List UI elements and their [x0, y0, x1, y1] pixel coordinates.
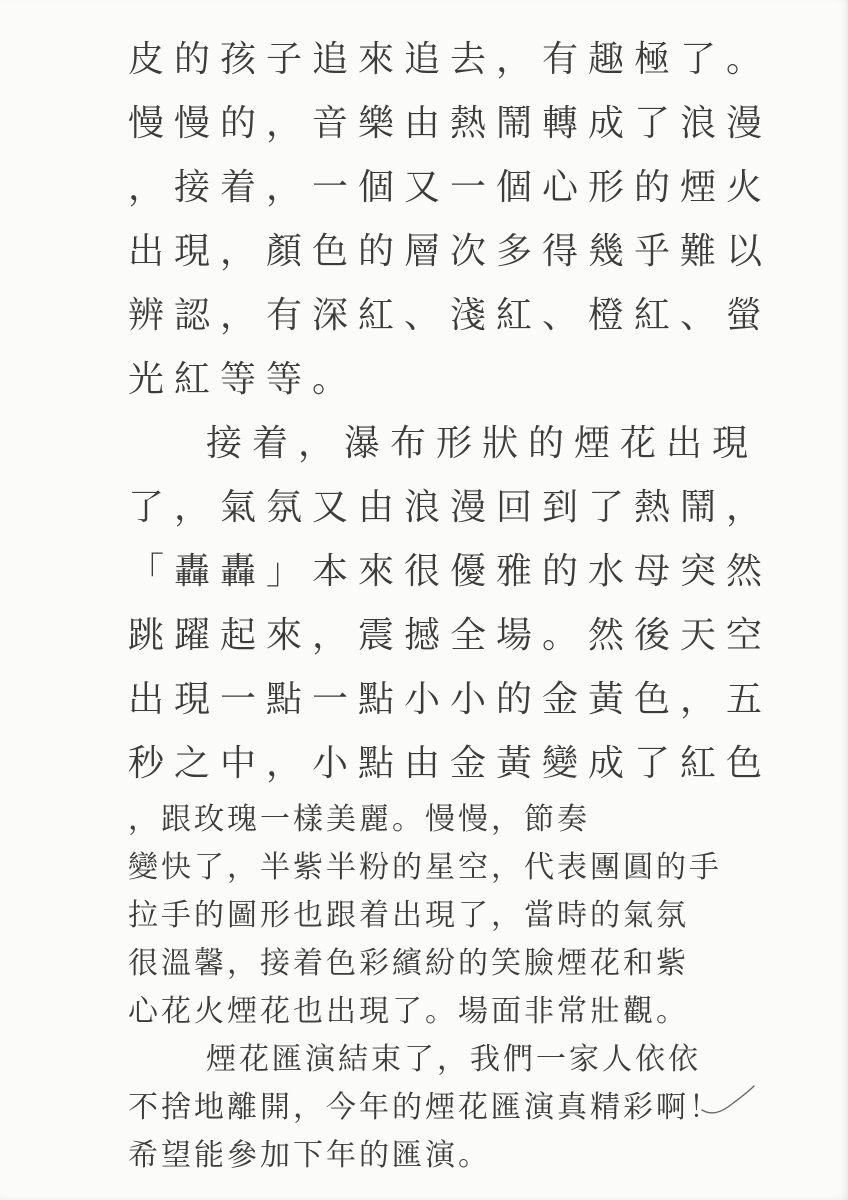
essay-line-4: 出現，顏色的層次多得幾乎難以	[128, 231, 773, 272]
essay-line-19: 不捨地離開，今年的煙花匯演真精彩啊！	[128, 1090, 722, 1125]
essay-line-13: ，跟玫瑰一樣美麗。慢慢，節奏	[128, 802, 590, 837]
pencil-flourish-mark	[698, 1082, 758, 1122]
essay-paragraph-2-start: 接着，瀑布形狀的煙花出現	[206, 423, 759, 464]
essay-line-5: 辨認，有深紅、淺紅、橙紅、螢	[128, 295, 773, 336]
essay-line-11: 出現一點一點小小的金黃色，五	[128, 679, 773, 720]
essay-line-15: 拉手的圖形也跟着出現了，當時的氣氛	[128, 898, 689, 933]
essay-line-10: 跳躍起來，震撼全場。然後天空	[128, 615, 773, 656]
essay-line-3: ，接着，一個又一個心形的煙火	[128, 167, 773, 208]
essay-line-2: 慢慢的，音樂由熱鬧轉成了浪漫	[128, 103, 773, 144]
essay-line-14: 變快了，半紫半粉的星空，代表團圓的手	[128, 850, 722, 885]
essay-line-20: 希望能參加下年的匯演。	[128, 1138, 491, 1173]
essay-line-17: 心花火煙花也出現了。場面非常壯觀。	[128, 994, 689, 1029]
handwritten-essay	[128, 28, 773, 1180]
essay-line-6: 光紅等等。	[128, 359, 359, 400]
essay-line-12: 秒之中，小點由金黃變成了紅色	[128, 743, 773, 784]
essay-line-9: 「轟轟」本來很優雅的水母突然	[128, 551, 773, 592]
essay-line-8: 了，氣氛又由浪漫回到了熱鬧，	[128, 487, 773, 528]
essay-line-1: 皮的孩子追來追去，有趣極了。	[128, 39, 773, 80]
essay-line-16: 很溫馨，接着色彩繽紛的笑臉煙花和紫	[128, 946, 689, 981]
essay-paragraph-3-start: 煙花匯演結束了，我們一家人依依	[206, 1042, 701, 1077]
